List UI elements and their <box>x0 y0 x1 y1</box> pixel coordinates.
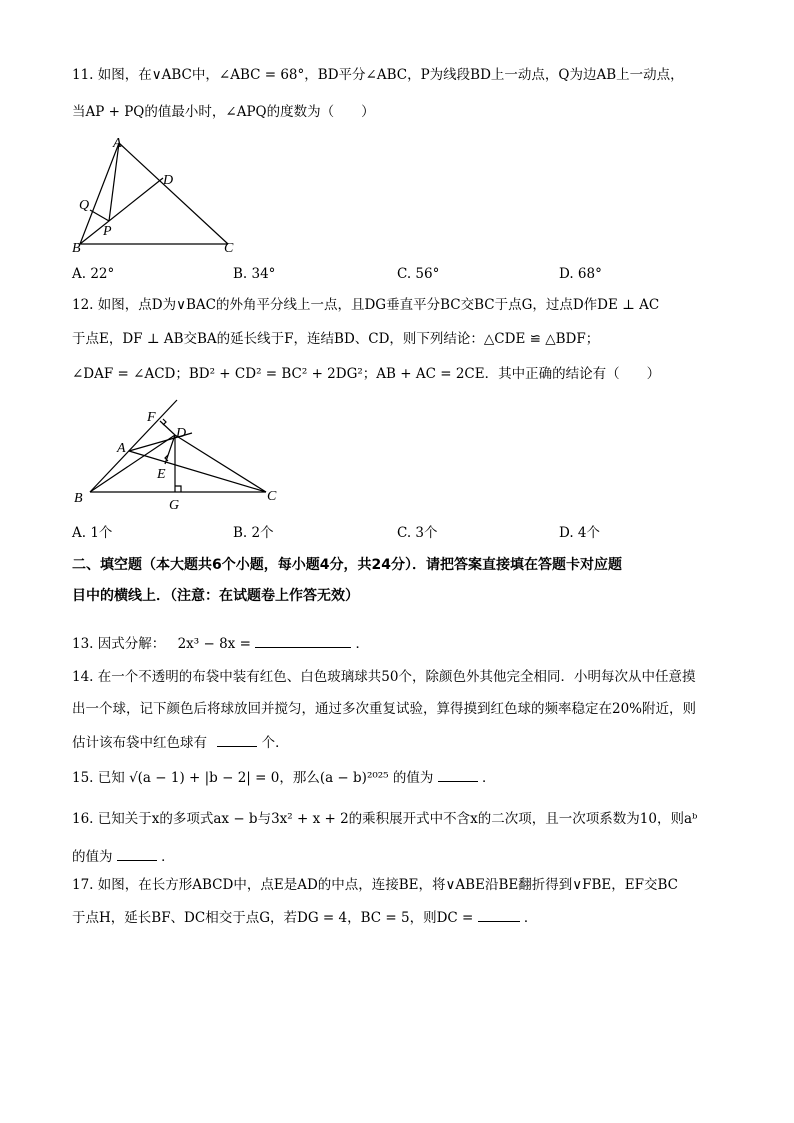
q14-line3-suffix: 个． <box>261 735 289 751</box>
q12-label-A: A <box>117 441 126 456</box>
q11-line1: 11. 如图，在∨ABC中，∠ABC = 68°，BD平分∠ABC，P为线段BD上一动点，Q为边AB上一动点， <box>72 67 684 83</box>
q16-line2-prefix: 的值为 <box>72 849 113 865</box>
section2-heading-line2: 目中的横线上．（注意：在试题卷上作答无效） <box>72 588 359 604</box>
q14-answer-blank[interactable] <box>217 732 257 747</box>
q15-answer-blank[interactable] <box>438 767 478 782</box>
q13-line <box>72 633 369 653</box>
q12-line3: ∠DAF = ∠ACD；BD² + CD² = BC² + 2DG²；AB + AC = 2CE．其中正确的结论有（ ） <box>72 366 661 382</box>
q12-label-D: D <box>176 426 187 441</box>
q17-line2-text: 于点H，延长BF、DC相交于点G，若DG = 4，BC = 5，则DC = <box>72 910 474 926</box>
q16-line2: 的值为 ． <box>72 846 175 866</box>
q13-answer-blank[interactable] <box>255 633 351 648</box>
q12-line2: 于点E，DF ⊥ AB交BA的延长线于F，连结BD、CD，则下列结论：△CDE ≌ △BDF； <box>72 331 600 347</box>
q17-line1: 17. 如图，在长方形ABCD中，点E是AD的中点，连接BE，将∨ABE沿BE翻折得到∨FBE，EF交BC <box>72 877 678 893</box>
q11-line2: 当AP + PQ的值最小时，∠APQ的度数为（ ） <box>72 104 375 120</box>
q17-answer-blank[interactable] <box>478 907 520 922</box>
q12-label-E: E <box>157 467 166 482</box>
section2-heading-line1: 二、填空题（本大题共6个小题，每小题4分，共24分）．请把答案直接填在答题卡对应题 <box>72 557 622 573</box>
q15-line: 15. 已知 √(a − 1) + |b − 2| = 0，那么(a − b)²⁰²⁵ 的值为 ． <box>72 767 496 787</box>
q12-label-F: F <box>147 410 156 425</box>
q11-option-d: D. 68° <box>559 266 602 282</box>
q15-expr: √(a − 1) + |b − 2| = 0，那么(a − b)²⁰²⁵ <box>129 770 389 786</box>
q12-line1: 12. 如图，点D为∨BAC的外角平分线上一点，且DG垂直平分BC交BC于点G，过点D作DE ⊥ AC <box>72 297 660 313</box>
q11-label-A: A <box>113 136 122 151</box>
q14-line3 <box>72 732 289 752</box>
q12-label-C: C <box>267 489 277 504</box>
q12-option-d: D. 4个 <box>559 525 601 541</box>
q11-label-Q: Q <box>79 198 90 213</box>
q11-label-D: D <box>163 173 174 188</box>
q13-expr: 2x³ − 8x = <box>177 636 251 652</box>
q13-suffix: ． <box>355 636 369 652</box>
q15-prefix: 15. 已知 <box>72 770 125 786</box>
q14-line1: 14. 在一个不透明的布袋中装有红色、白色玻璃球共50个，除颜色外其他完全相同．小明每次从中任意摸 <box>72 669 696 685</box>
q11-label-C: C <box>224 241 234 256</box>
q12-option-a: A. 1个 <box>72 525 113 541</box>
q11-label-B: B <box>72 241 81 256</box>
q12-option-c: C. 3个 <box>397 525 438 541</box>
q13-prefix: 13. 因式分解： <box>72 636 166 652</box>
q17-line2: 于点H，延长BF、DC相交于点G，若DG = 4，BC = 5，则DC = ． <box>72 907 537 927</box>
q14-line2: 出一个球，记下颜色后将球放回并搅匀，通过多次重复试验，算得摸到红色球的频率稳定在20%附近，则 <box>72 701 697 717</box>
q12-label-G: G <box>169 498 180 513</box>
q12-label-B: B <box>74 491 83 506</box>
q12-option-b: B. 2个 <box>233 525 274 541</box>
q11-figure <box>68 132 248 254</box>
q12-figure <box>68 395 288 515</box>
q11-option-b: B. 34° <box>233 266 276 282</box>
q16-answer-blank[interactable] <box>117 846 157 861</box>
q11-option-a: A. 22° <box>72 266 115 282</box>
q15-suffix: 的值为 <box>392 770 434 786</box>
q16-line1: 16. 已知关于x的多项式ax − b与3x² + x + 2的乘积展开式中不含x的二次项，且一次项系数为10，则aᵇ <box>72 811 698 827</box>
q14-line3-prefix: 估计该布袋中红色球有 <box>72 735 207 751</box>
q11-option-c: C. 56° <box>397 266 440 282</box>
q11-label-P: P <box>103 224 112 239</box>
